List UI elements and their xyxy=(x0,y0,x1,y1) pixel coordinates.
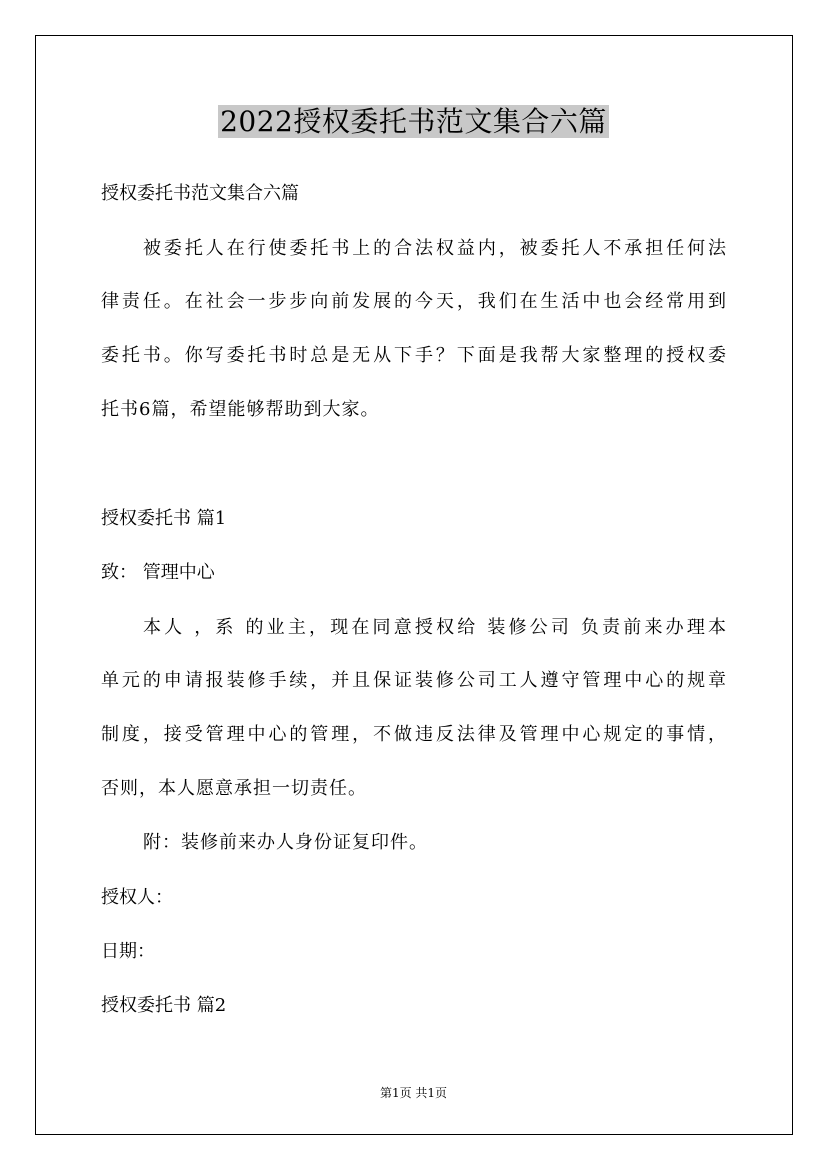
page-footer: 第1页 共1页 xyxy=(379,1086,448,1100)
body-line-4: 否则，本人愿意承担一切责任。 xyxy=(101,778,367,799)
intro-line-1: 被委托人在行使委托书上的合法权益内，被委托人不承担任何法 xyxy=(143,238,727,259)
date-label: 日期： xyxy=(101,941,155,962)
attachment-line: 附：装修前来办人身份证复印件。 xyxy=(143,832,428,853)
section-2-heading: 授权委托书 篇2 xyxy=(101,995,227,1016)
document-title-text: 2022授权委托书范文集合六篇 xyxy=(220,105,607,138)
document-subtitle: 授权委托书范文集合六篇 xyxy=(101,183,299,204)
to-line: 致： 管理中心 xyxy=(101,562,215,583)
authorizer-label: 授权人： xyxy=(101,887,173,908)
intro-line-4: 托书6篇，希望能够帮助到大家。 xyxy=(101,399,380,420)
document-title xyxy=(0,102,827,142)
intro-line-2: 律责任。在社会一步步向前发展的今天，我们在生活中也会经常用到 xyxy=(101,291,727,312)
intro-line-3: 委托书。你写委托书时总是无从下手？下面是我帮大家整理的授权委 xyxy=(101,345,727,366)
body-line-1: 本人 ，系 的业主，现在同意授权给 装修公司 负责前来办理本 xyxy=(143,617,727,638)
body-line-2: 单元的申请报装修手续，并且保证装修公司工人遵守管理中心的规章 xyxy=(101,670,727,691)
section-1-heading: 授权委托书 篇1 xyxy=(101,508,227,529)
body-line-3: 制度，接受管理中心的管理，不做违反法律及管理中心规定的事情， xyxy=(101,724,727,745)
